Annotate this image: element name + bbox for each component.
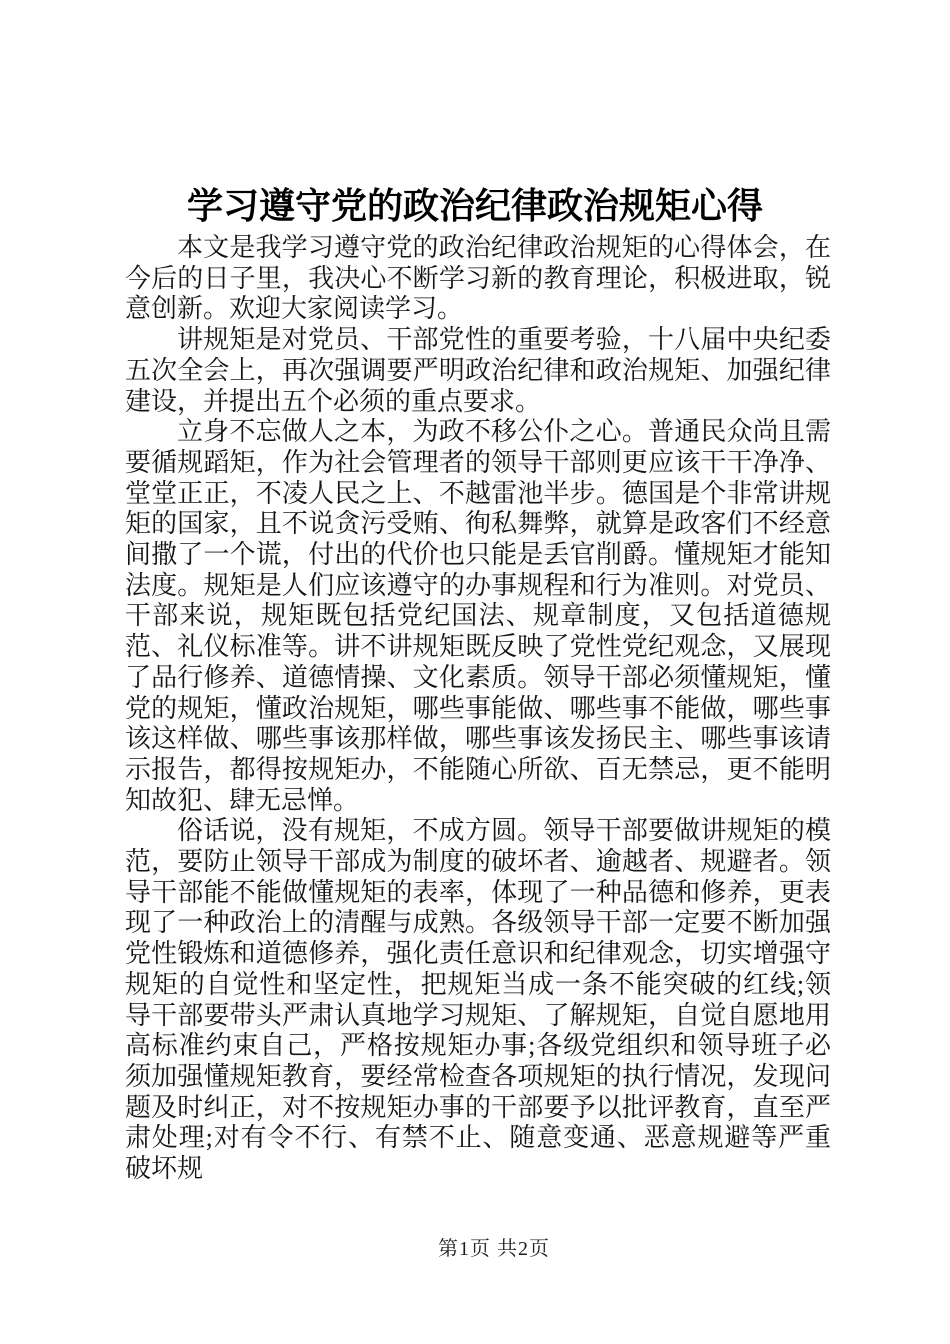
paragraph: 俗话说，没有规矩，不成方圆。领导干部要做讲规矩的模范，要防止领导干部成为制度的破坏者、逾越者、规避者。领导干部能不能做懂规矩的表率，体现了一种品德和修养，更表现了一种政治上的清醒与成熟。各级领导干部一定要不断加强党性锻炼和道德修养，强化责任意识和纪律观念，切实增强守规矩的自觉性和坚定性，把规矩当成一条不能突破的红线;领导干部要带头严肃认真地学习规矩、了解规矩，自觉自愿地用高标准约束自己，严格按规矩办事;各级党组织和领导班子必须加强懂规矩教育，要经常检查各项规矩的执行情况，发现问题及时纠正，对不按规矩办事的干部要予以批评教育，直至严肃处理;对有令不行、有禁不止、随意变通、恶意规避等严重破坏规 (125, 816, 831, 1184)
page-footer (438, 1236, 550, 1262)
paragraph: 讲规矩是对党员、干部党性的重要考验，十八届中央纪委五次全会上，再次强调要严明政治纪律和政治规矩、加强纪律建设，并提出五个必须的重点要求。 (125, 325, 831, 416)
document-body (125, 233, 831, 1185)
page-number-label: 第1页 共2页 (438, 1238, 550, 1260)
document-title: 学习遵守党的政治纪律政治规矩心得 (186, 185, 763, 226)
paragraph: 立身不忘做人之本，为政不移公仆之心。普通民众尚且需要循规蹈矩，作为社会管理者的领导干部则更应该干干净净、堂堂正正，不凌人民之上、不越雷池半步。德国是个非常讲规矩的国家，且不说贪污受贿、徇私舞弊，就算是政客们不经意间撒了一个谎，付出的代价也只能是丢官削爵。懂规矩才能知法度。规矩是人们应该遵守的办事规程和行为准则。对党员、干部来说，规矩既包括党纪国法、规章制度，又包括道德规范、礼仪标准等。讲不讲规矩既反映了党性党纪观念，又展现了品行修养、道德情操、文化素质。领导干部必须懂规矩，懂党的规矩，懂政治规矩，哪些事能做、哪些事不能做，哪些事该这样做、哪些事该那样做，哪些事该发扬民主、哪些事该请示报告，都得按规矩办，不能随心所欲、百无禁忌，更不能明知故犯、肆无忌惮。 (125, 417, 831, 815)
paragraph: 本文是我学习遵守党的政治纪律政治规矩的心得体会，在今后的日子里，我决心不断学习新的教育理论，积极进取，锐意创新。欢迎大家阅读学习。 (125, 233, 831, 324)
